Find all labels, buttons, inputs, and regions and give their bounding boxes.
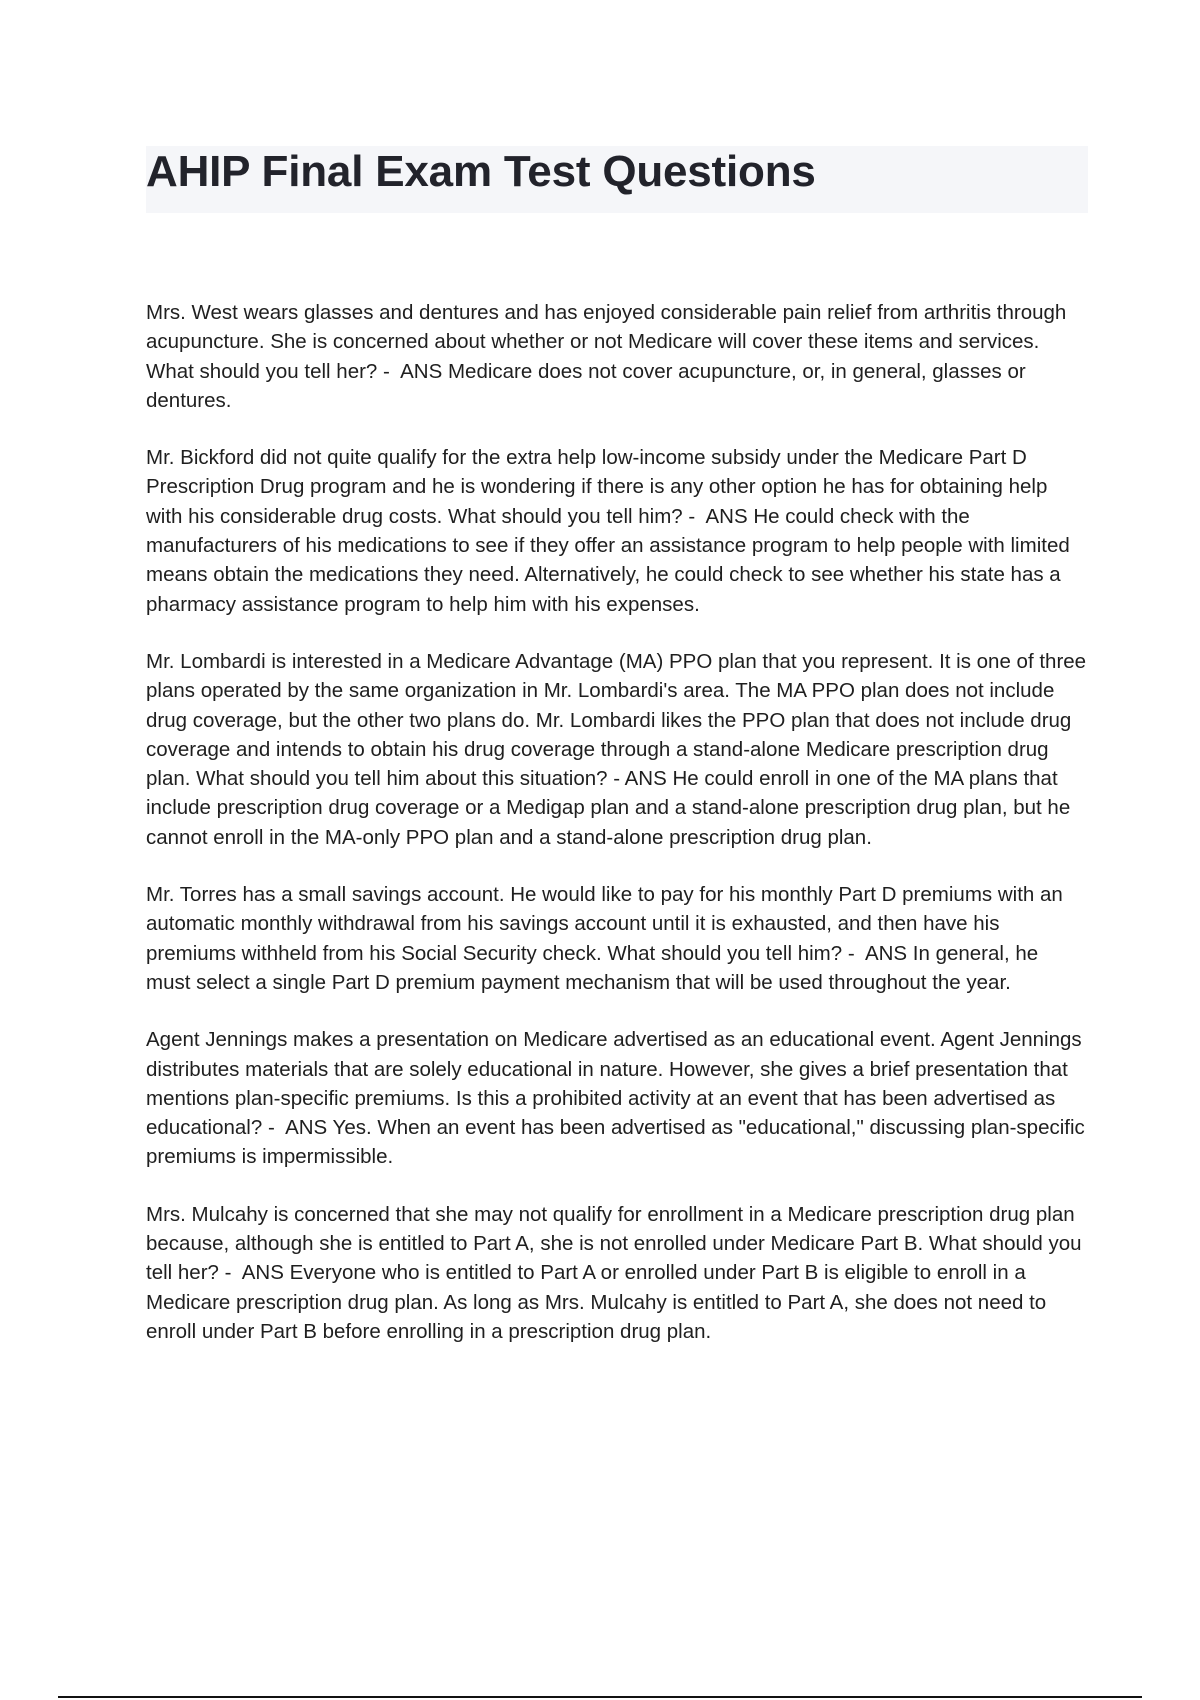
qa-item xyxy=(146,298,1088,415)
qa-separator: - xyxy=(262,1116,286,1140)
qa-separator: - xyxy=(607,767,625,791)
question-text: Mrs. West wears glasses and dentures and has enjoyed considerable pain relief from arthritis through acupuncture. She is concerned about whether or not Medicare will cover these items and services. What should you tell her? xyxy=(146,301,1067,383)
qa-separator: - xyxy=(682,504,706,528)
answer-text: ANS He could enroll in one of the MA plans that include prescription drug coverage or a Medigap plan and a stand-alone prescription drug plan, but he cannot enroll in the MA-only PPO plan and a stand-alone prescription drug plan. xyxy=(146,767,1071,849)
qa-separator: - xyxy=(377,359,401,383)
qa-item xyxy=(146,880,1088,997)
qa-list xyxy=(146,298,1088,1374)
qa-item xyxy=(146,443,1088,619)
answer-text: ANS Everyone who is entitled to Part A or enrolled under Part B is eligible to enroll in a Medicare prescription drug plan. As long as Mrs. Mulcahy is entitled to Part A, she does not need to enroll under Part B before enrolling in a prescription drug plan. xyxy=(146,1261,1047,1343)
answer-text: ANS In general, he must select a single Part D premium payment mechanism that will be used throughout the year. xyxy=(146,941,1039,994)
question-text: Mr. Torres has a small savings account. He would like to pay for his monthly Part D premiums with an automatic monthly withdrawal from his savings account until it is exhausted, and then have his premiums withheld from his Social Security check. What should you tell him? xyxy=(146,883,1063,965)
qa-separator: - xyxy=(842,941,865,965)
qa-item xyxy=(146,1025,1088,1171)
answer-text: ANS Medicare does not cover acupuncture, or, in general, glasses or dentures. xyxy=(146,359,1026,412)
answer-text: ANS He could check with the manufacturers of his medications to see if they offer an assistance program to help people with limited means obtain the medications they need. Alternatively, he could check to see whether his state has a pharmacy assistance program to help him with his expenses. xyxy=(146,504,1070,616)
qa-item xyxy=(146,647,1088,852)
page-title: AHIP Final Exam Test Questions xyxy=(146,147,816,196)
question-text: Mr. Bickford did not quite qualify for the extra help low-income subsidy under the Medicare Part D Prescription Drug program and he is wondering if there is any other option he has for obtaining help with his considerable drug costs. What should you tell him? xyxy=(146,446,1048,528)
question-text: Mr. Lombardi is interested in a Medicare Advantage (MA) PPO plan that you represent. It is one of three plans operated by the same organization in Mr. Lombardi's area. The MA PPO plan does not include drug coverage, but the other two plans do. Mr. Lombardi likes the PPO plan that does not include drug coverage and intends to obtain his drug coverage through a stand-alone Medicare prescription drug plan. What should you tell him about this situation? xyxy=(146,649,1087,791)
qa-item xyxy=(146,1200,1088,1346)
question-text: Mrs. Mulcahy is concerned that she may not qualify for enrollment in a Medicare prescription drug plan because, although she is entitled to Part A, she is not enrolled under Medicare Part B. What should you tell her? xyxy=(146,1202,1082,1285)
footer-rule xyxy=(58,1696,1142,1698)
qa-separator: - xyxy=(218,1261,242,1285)
question-text: Agent Jennings makes a presentation on Medicare advertised as an educational event. Agent Jennings distributes materials that are solely educational in nature. However, she gives a brief presentation that mentions plan-specific premiums. Is this a prohibited activity at an event that has been advertised as educational? xyxy=(146,1028,1082,1140)
answer-text: ANS Yes. When an event has been advertised as "educational," discussing plan-specific premiums is impermissible. xyxy=(146,1116,1085,1169)
